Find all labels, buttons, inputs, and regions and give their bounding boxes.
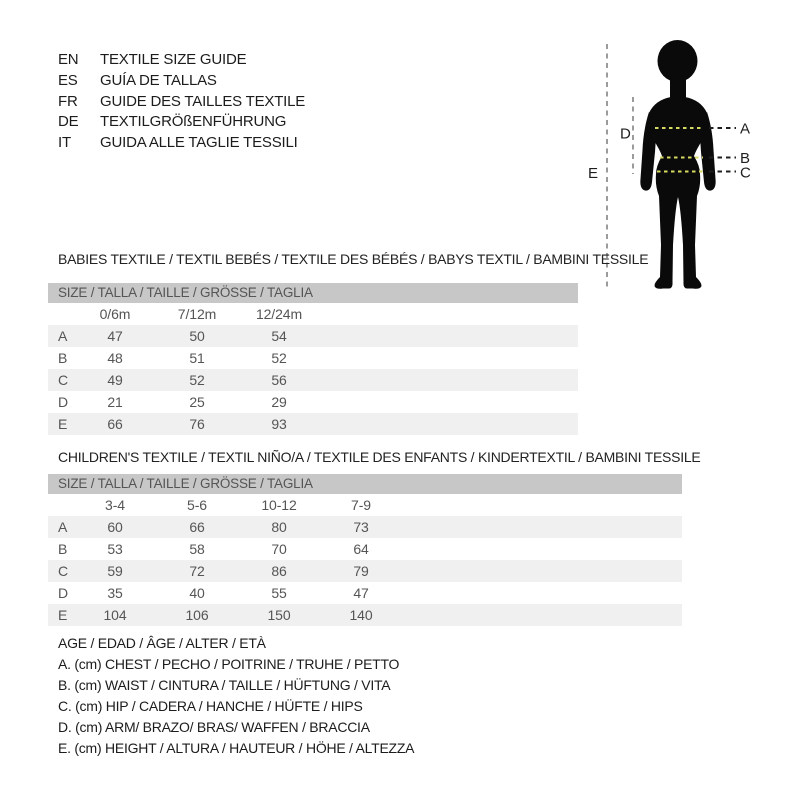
cell-value: 52	[189, 372, 205, 388]
legend-line-height: E. (cm) HEIGHT / ALTURA / HAUTEUR / HÖHE / ALTEZZA	[58, 740, 415, 756]
size-header-label: SIZE / TALLA / TAILLE / GRÖSSE / TAGLIA	[58, 476, 313, 491]
size-header-label: SIZE / TALLA / TAILLE / GRÖSSE / TAGLIA	[58, 285, 313, 300]
cell-value: 72	[189, 563, 205, 579]
cell-value: 140	[349, 607, 373, 623]
table-row	[48, 325, 578, 347]
cell-value: 86	[271, 563, 287, 579]
cell-value: 47	[107, 328, 123, 344]
measurement-legend	[58, 633, 414, 759]
babies-column-header-row	[48, 303, 578, 325]
column-header: 7-9	[351, 497, 371, 513]
cell-value: 53	[107, 541, 123, 557]
lang-code: DE	[58, 113, 79, 131]
column-header: 3-4	[105, 497, 125, 513]
table-row	[48, 538, 682, 560]
row-label: E	[58, 607, 68, 623]
cell-value: 29	[271, 394, 287, 410]
row-label: A	[58, 328, 68, 344]
column-header: 0/6m	[99, 306, 131, 322]
cell-value: 48	[107, 350, 123, 366]
row-label: D	[58, 585, 69, 601]
lang-code: ES	[58, 71, 78, 89]
lang-row-fr	[58, 92, 305, 113]
lang-title: GUÍA DE TALLAS	[100, 71, 217, 89]
cell-value: 104	[103, 607, 127, 623]
column-header: 12/24m	[255, 306, 303, 322]
babies-table-title: BABIES TEXTILE / TEXTIL BEBÉS / TEXTILE DES BÉBÉS / BABYS TEXTIL / BAMBINI TESSILE	[58, 251, 649, 267]
cell-value: 25	[189, 394, 205, 410]
row-label: C	[58, 563, 69, 579]
lang-row-es	[58, 71, 305, 92]
cell-value: 73	[353, 519, 369, 535]
cell-value: 66	[107, 416, 123, 432]
cell-value: 150	[267, 607, 291, 623]
table-row	[48, 369, 578, 391]
row-label: A	[58, 519, 68, 535]
lang-title: GUIDE DES TAILLES TEXTILE	[100, 92, 306, 110]
language-title-block	[58, 50, 305, 154]
cell-value: 56	[271, 372, 287, 388]
cell-value: 47	[353, 585, 369, 601]
row-label: D	[58, 394, 69, 410]
cell-value: 51	[189, 350, 205, 366]
silhouette-neck	[670, 72, 686, 100]
figure-label-c: C	[740, 164, 751, 182]
lang-row-it	[58, 133, 305, 154]
figure-label-a: A	[740, 120, 751, 138]
legend-line-hip: C. (cm) HIP / CADERA / HANCHE / HÜFTE / HIPS	[58, 698, 363, 714]
legend-line-chest: A. (cm) CHEST / PECHO / POITRINE / TRUHE / PETTO	[58, 656, 400, 672]
cell-value: 59	[107, 563, 123, 579]
lang-title: TEXTILGRÖßENFÜHRUNG	[100, 113, 287, 131]
legend-line-arm: D. (cm) ARM/ BRAZO/ BRAS/ WAFFEN / BRACCIA	[58, 719, 370, 735]
cell-value: 52	[271, 350, 287, 366]
lang-code: EN	[58, 51, 79, 68]
cell-value: 55	[271, 585, 287, 601]
cell-value: 49	[107, 372, 123, 388]
table-row	[48, 413, 578, 435]
column-header: 10-12	[261, 497, 297, 513]
children-size-header-bar	[48, 474, 682, 494]
table-row	[48, 516, 682, 538]
row-label: E	[58, 416, 68, 432]
row-label: B	[58, 350, 68, 366]
cell-value: 64	[353, 541, 369, 557]
cell-value: 21	[107, 394, 123, 410]
cell-value: 79	[353, 563, 369, 579]
cell-value: 58	[189, 541, 205, 557]
lang-code: FR	[58, 92, 78, 110]
cell-value: 76	[189, 416, 205, 432]
column-header: 7/12m	[177, 306, 217, 322]
figure-label-e: E	[588, 165, 599, 182]
lang-row-de	[58, 112, 305, 133]
children-table-title: CHILDREN'S TEXTILE / TEXTIL NIÑO/A / TEXTILE DES ENFANTS / KINDERTEXTIL / BAMBINI TESSILE	[58, 449, 701, 465]
cell-value: 80	[271, 519, 287, 535]
table-row	[48, 391, 578, 413]
lang-code: IT	[58, 134, 71, 152]
babies-size-header-bar	[48, 283, 578, 303]
cell-value: 106	[185, 607, 209, 623]
figure-label-d: D	[620, 125, 631, 143]
cell-value: 66	[189, 519, 205, 535]
babies-table	[48, 303, 578, 435]
silhouette-body	[649, 97, 707, 289]
table-row	[48, 560, 682, 582]
lang-title: GUIDA ALLE TAGLIE TESSILI	[100, 134, 298, 152]
lang-title: TEXTILE SIZE GUIDE	[100, 51, 247, 68]
children-column-header-row	[48, 494, 682, 516]
table-row	[48, 347, 578, 369]
cell-value: 35	[107, 585, 123, 601]
row-label: C	[58, 372, 69, 388]
cell-value: 40	[189, 585, 205, 601]
children-table	[48, 494, 682, 626]
row-label: B	[58, 541, 68, 557]
table-row	[48, 604, 682, 626]
empty-cell	[48, 303, 74, 325]
cell-value: 50	[189, 328, 205, 344]
table-row	[48, 582, 682, 604]
figure-label-b: B	[740, 150, 751, 167]
column-header: 5-6	[187, 497, 207, 513]
cell-value: 54	[271, 328, 287, 344]
legend-line-age: AGE / EDAD / ÂGE / ALTER / ETÀ	[58, 635, 266, 651]
legend-line-waist: B. (cm) WAIST / CINTURA / TAILLE / HÜFTUNG / VITA	[58, 677, 391, 693]
cell-value: 93	[271, 416, 287, 432]
empty-cell	[48, 494, 74, 516]
lang-row-en	[58, 50, 305, 71]
cell-value: 70	[271, 541, 287, 557]
cell-value: 60	[107, 519, 123, 535]
